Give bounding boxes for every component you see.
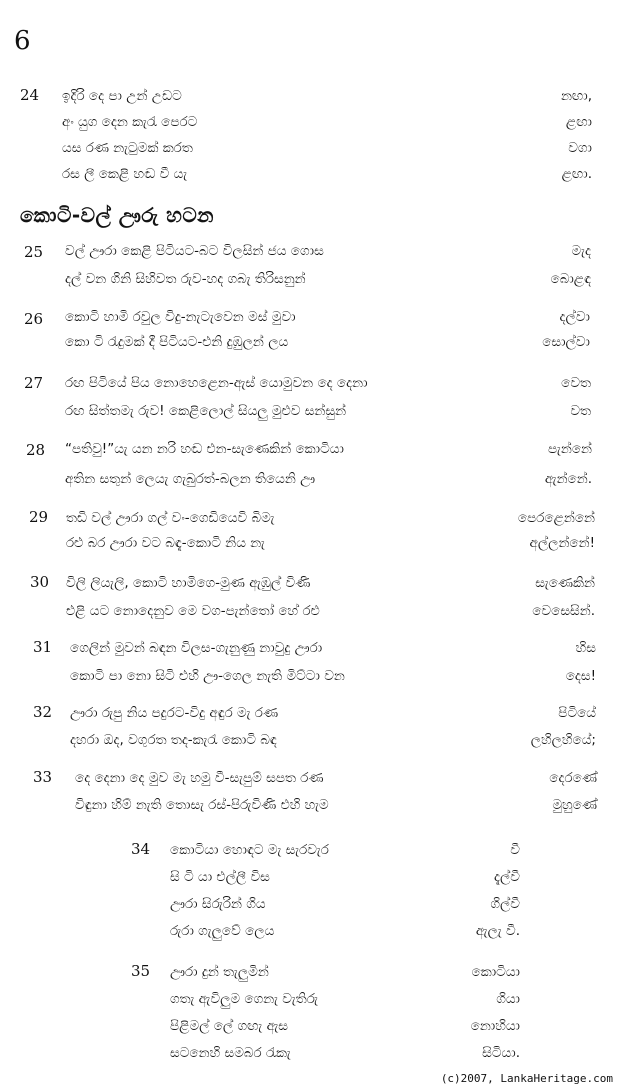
verse-line: ඌරා රුපු නිය පදුරට-විදු අඳුර මැ රණ — [70, 705, 279, 721]
verse-rhyme-word: ගියා — [496, 991, 520, 1007]
copyright-footer: (c)2007, LankaHeritage.com — [440, 1072, 613, 1085]
verse-number: 31 — [33, 638, 53, 656]
verse-number: 26 — [24, 310, 44, 328]
verse-line: දහරා ඔද, වගුරත තද-කැරැ කොටි බඳ — [70, 732, 277, 748]
verse-rhyme-word: දෙස! — [565, 668, 596, 684]
verse-line: සි ටි යා එල්ලී විස — [170, 869, 270, 885]
verse-rhyme-word: දෙරණේ — [549, 770, 597, 786]
verse-rhyme-word: ඇන්නේ. — [544, 471, 592, 487]
verse-rhyme-word: වගා — [568, 140, 592, 156]
verse-line: රළු බර ඌරා වට බඳැ-කොටි නිය නැ — [66, 535, 265, 551]
verse-number: 35 — [131, 962, 151, 980]
verse-rhyme-word: මුහුණේ — [552, 797, 597, 813]
verse-rhyme-word: සොල්වා — [542, 334, 590, 350]
verse-number: 29 — [29, 508, 49, 526]
page-number: 6 — [14, 26, 31, 56]
verse-line: කොටි හාමි රවුල විදු-නැටැවෙන මස් මුවා — [65, 309, 296, 325]
verse-line: කොටියා හොඳට මැ සැරවැර — [170, 842, 329, 858]
verse-line: විලි ලියැලි, කොටි හාමිගෙ-මුණ ඇඹුල් විණි — [66, 575, 311, 591]
verse-number: 32 — [33, 703, 53, 721]
verse-number: 24 — [20, 86, 40, 104]
verse-number: 25 — [24, 243, 44, 261]
verse-rhyme-word: සැණෙකින් — [535, 575, 595, 591]
verse-rhyme-word: පෙරළෙන්නේ — [517, 510, 595, 526]
verse-line: ඉදිරි දෙ පා උන් උඩට — [62, 88, 182, 104]
verse-line: කොටි පා නො සිටි එහි ඌ-ගෙල නැති මිට්ටා වන — [70, 668, 345, 684]
verse-line: රඟ සිත්තමැ රුව! කෙළිලොල් සියලු මුළුව සන්සුන් — [65, 403, 347, 419]
verse-line: තඩි වල් ඌරා ගල් වං-ගෙඩියෙවි බිමැ — [66, 510, 275, 526]
verse-line: රස ලී කෙළි හඬ වී යැ — [62, 166, 188, 182]
verse-rhyme-word: මැද — [571, 243, 591, 259]
verse-rhyme-word: නඟා, — [560, 88, 592, 104]
verse-rhyme-word: වෙත — [561, 375, 591, 391]
verse-line: විඳුනා හිම් නැති තොසැ රස්-පිරුවිණි එහි හැම — [75, 797, 329, 813]
verse-rhyme-word: වී — [510, 842, 520, 858]
verse-line: පිළිමල් ලේ ගඟැ ඇස — [170, 1018, 289, 1034]
verse-number: 33 — [33, 768, 53, 786]
verse-rhyme-word: ලහිලහියේ; — [530, 732, 596, 748]
verse-rhyme-word: පැන්නේ — [547, 441, 592, 457]
verse-number: 27 — [24, 374, 44, 392]
verse-rhyme-word: ළඟා — [565, 114, 592, 130]
verse-line: කො ටි රැදුමක් දී පිටියට-එනි දුඹුලන් ලය — [65, 334, 289, 350]
verse-rhyme-word: ළඟා. — [561, 166, 592, 182]
verse-rhyme-word: වත — [570, 403, 591, 419]
verse-rhyme-word: සිටියා. — [482, 1045, 520, 1061]
verse-line: වල් ඌරා කෙළි පිටියට-බට විලසින් ජය ගොස — [65, 243, 324, 259]
verse-line: ඌරා දුන් තැලුමින් — [170, 964, 269, 980]
verse-line: රුරා ගැලුවේ ලෙය — [170, 923, 275, 939]
verse-number: 30 — [30, 573, 50, 591]
verse-line: ගතැ ඇවිලුම ගෙනැ වැතිරු — [170, 991, 318, 1007]
verse-number: 34 — [131, 840, 151, 858]
verse-line: ඌරා සිරුරින් ගිය — [170, 896, 266, 912]
verse-rhyme-word: කොටියා — [471, 964, 520, 980]
verse-rhyme-word: නොහියා — [470, 1018, 520, 1034]
verse-rhyme-word: ඇලැ වී. — [475, 923, 520, 939]
verse-line: දල් වන ගිනි සිහිවත රුව-හද ගබැ තිරිසනුන් — [65, 271, 306, 287]
verse-rhyme-word: දැල්වී — [493, 869, 520, 885]
verse-line: අං යුග දෙන කැරැ පෙරට — [62, 114, 198, 130]
verse-number: 28 — [26, 441, 46, 459]
verse-line: “පතිවු!”යැ යන නරි හඬ එන-සැණෙකින් කොටියා — [65, 441, 344, 457]
verse-line: අතින සතුන් ලෙයැ ගැබුරත්-බලන තියෙනි ඌ — [65, 471, 316, 487]
section-heading: කොටි-වල් ඌරු හටන — [20, 203, 214, 227]
verse-line: රඟ පිටියේ පිය නොහෙළෙන-ඇස් යොමුවන දෙ දෙනා — [65, 375, 368, 391]
verse-rhyme-word: වෙසෙසින්. — [532, 603, 595, 619]
verse-line: ගෙලින් මුවන් බඳන විලස-ගැනුණු නාවුදු ඌරා — [70, 640, 323, 656]
verse-line: එළි යට නොදෙනුව මෙ වග-පැන්තෝ හේ රළු — [66, 603, 320, 619]
verse-rhyme-word: පිටියේ — [558, 705, 596, 721]
verse-line: දෙ දෙනා දෙ මුව මැ හමු වී-සැපුම් සපත රණ — [75, 770, 324, 786]
verse-rhyme-word: දල්වා — [559, 309, 590, 325]
verse-line: සටනෙහි සමබර රැකැ — [170, 1045, 291, 1061]
verse-rhyme-word: හිස — [575, 640, 596, 656]
verse-rhyme-word: බොළඳ — [550, 271, 591, 287]
verse-rhyme-word: ගිල්වී — [490, 896, 520, 912]
verse-line: යස රණ නැටුමක් කරත — [62, 140, 193, 156]
verse-rhyme-word: අල්ලන්නේ! — [529, 535, 595, 551]
